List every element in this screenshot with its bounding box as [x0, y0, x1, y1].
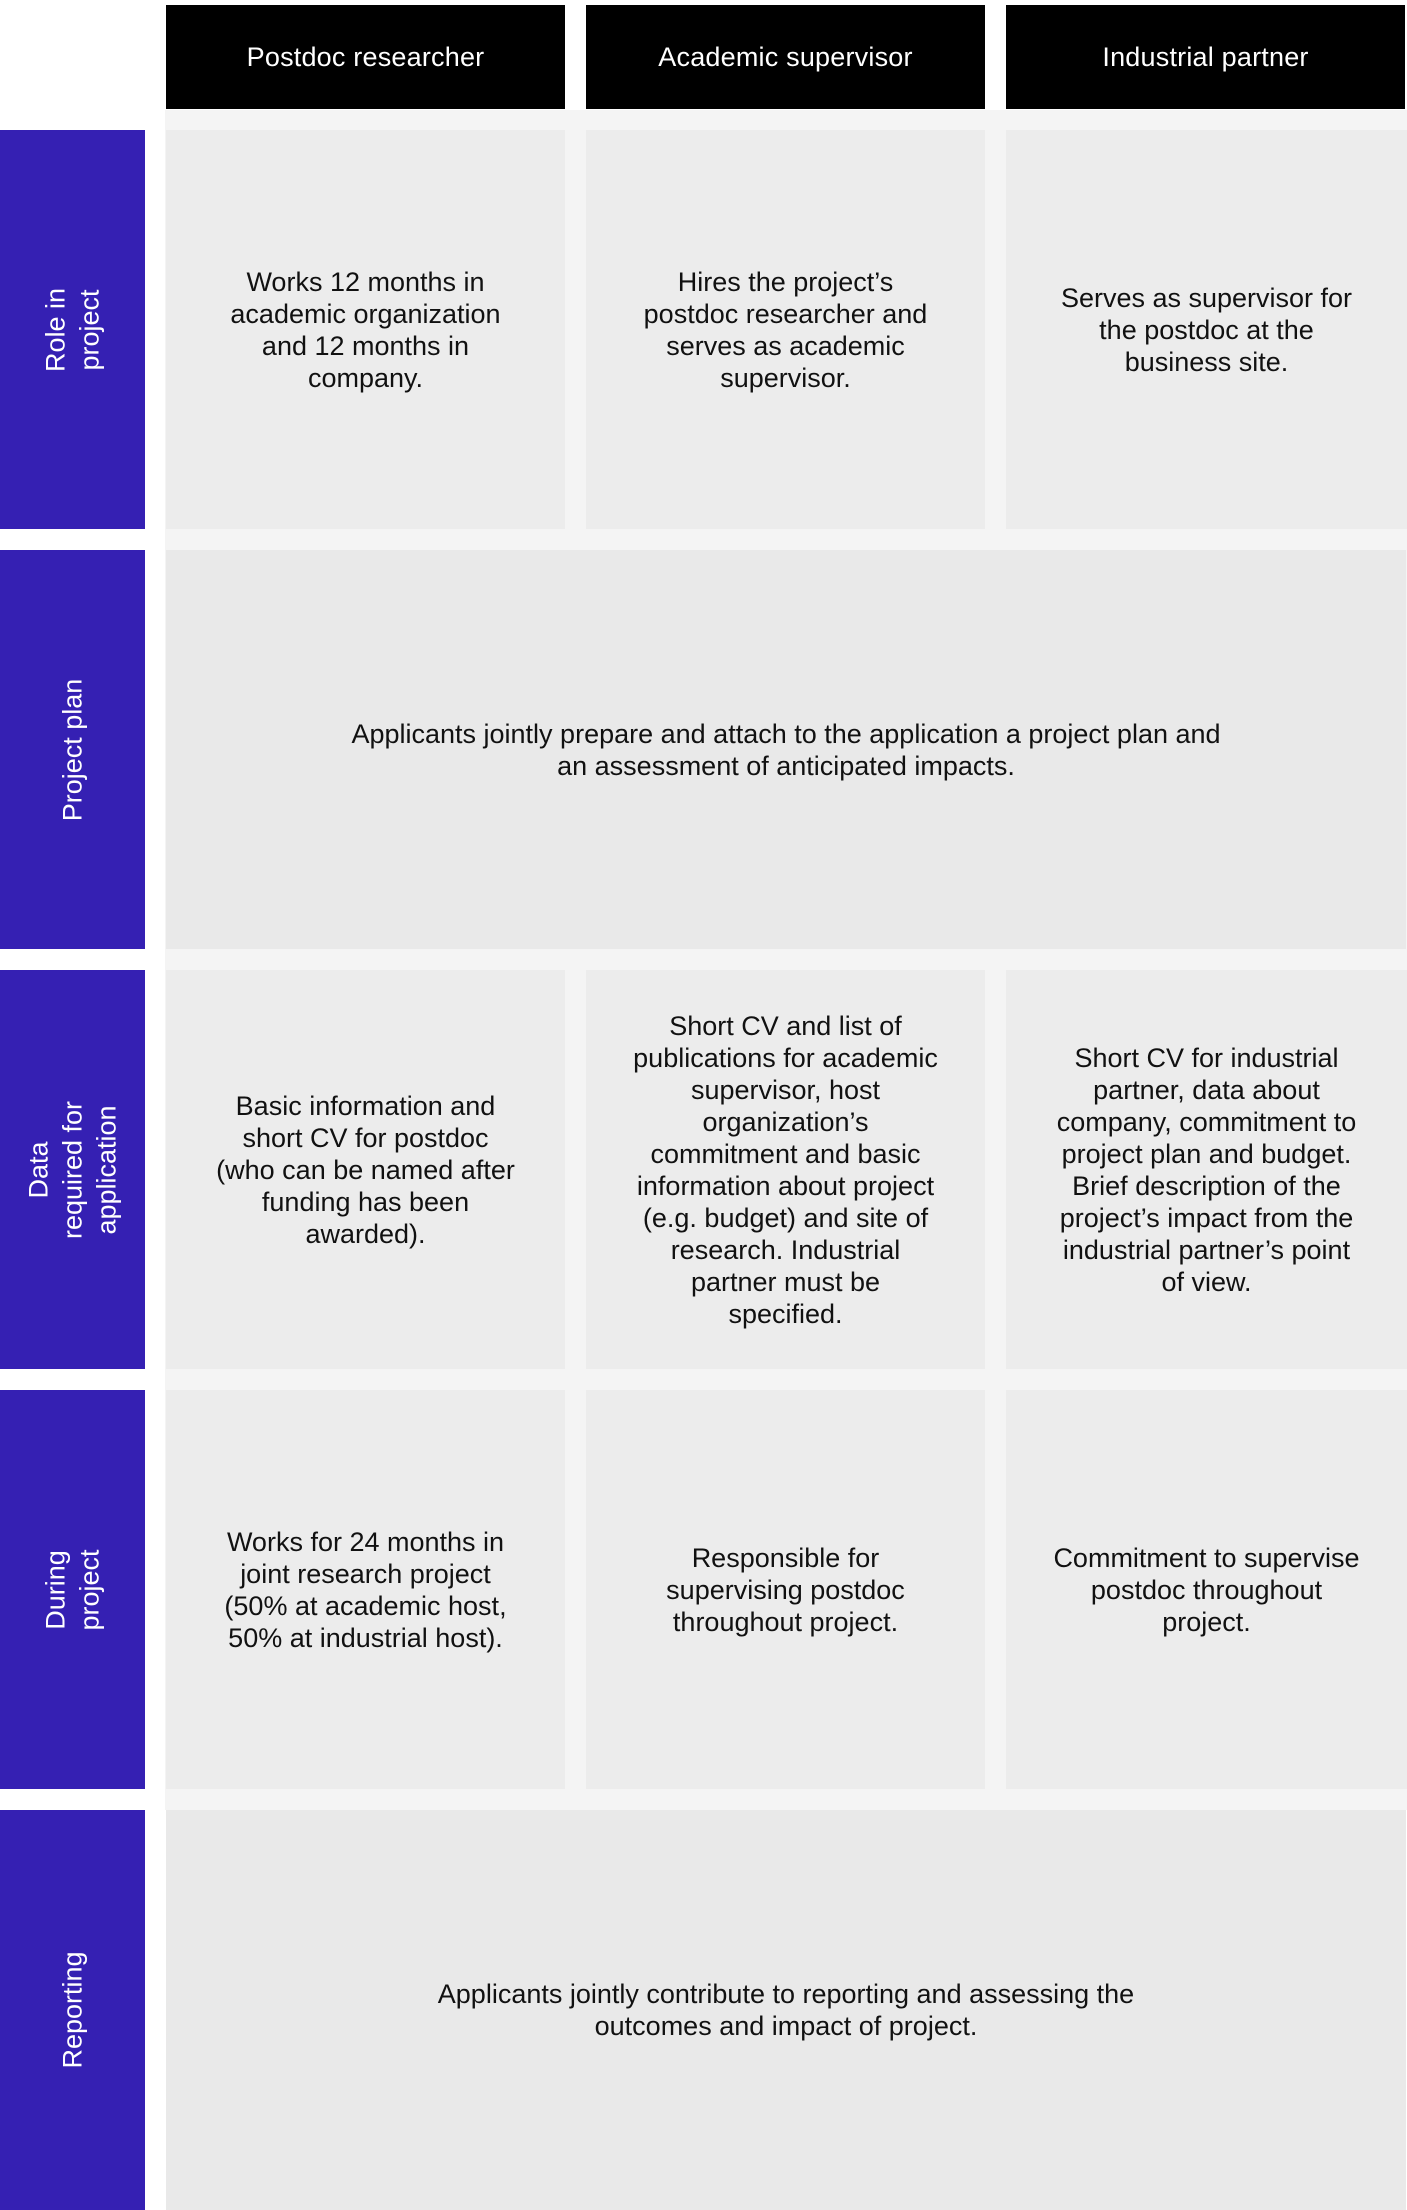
cell-during-industrial: [1006, 1390, 1407, 1789]
column-header-postdoc: [166, 5, 565, 109]
row-label-reporting: [0, 1810, 145, 2210]
cell-data-academic: [586, 970, 985, 1369]
row-label-text: Role in project: [40, 287, 105, 372]
cell-text: Commitment to supervise postdoc throughout project.: [1053, 1542, 1360, 1637]
column-header-academic: [586, 5, 985, 109]
cell-data-postdoc: [166, 970, 565, 1369]
cell-role-academic: [586, 130, 985, 529]
cell-text: Basic information and short CV for postdoc (who can be named after funding has been awarded).: [216, 1090, 515, 1249]
cell-text: Hires the project’s postdoc researcher and serves as academic supervisor.: [643, 266, 928, 393]
row-label-text: Project plan: [57, 678, 88, 821]
cell-text: Short CV for industrial partner, data about company, commitment to project plan and budget. Brief description of the project’s impact from the industrial partner’s point of view.: [1056, 1042, 1357, 1297]
cell-role-industrial: [1006, 130, 1407, 529]
column-header-industrial: [1006, 5, 1405, 109]
row-label-text: Data required for application: [23, 1100, 122, 1239]
cell-text: Works 12 months in academic organization and 12 months in company.: [230, 266, 501, 393]
row-label-role: [0, 130, 145, 529]
cell-text: Works for 24 months in joint research project (50% at academic host, 50% at industrial host).: [224, 1526, 507, 1653]
column-header-label: Academic supervisor: [658, 41, 913, 72]
cell-text: Applicants jointly contribute to reporting and assessing the outcomes and impact of project.: [437, 1979, 1135, 2041]
cell-text: Serves as supervisor for the postdoc at the business site.: [1060, 282, 1353, 377]
row-label-data: [0, 970, 145, 1369]
cell-reporting-joint: [166, 1810, 1406, 2210]
cell-data-industrial: [1006, 970, 1407, 1369]
cell-text: Short CV and list of publications for academic supervisor, host organization’s commitment and basic information about project (e.g. budget) and site of research. Industrial partner must be specified.: [633, 1010, 938, 1329]
cell-during-postdoc: [166, 1390, 565, 1789]
row-label-during: [0, 1390, 145, 1789]
cell-role-postdoc: [166, 130, 565, 529]
row-label-text: Reporting: [57, 1951, 88, 2069]
row-label-plan: [0, 550, 145, 949]
cell-text: Applicants jointly prepare and attach to the application a project plan and an assessment of anticipated impacts.: [351, 718, 1221, 781]
column-header-label: Postdoc researcher: [246, 41, 485, 72]
row-label-text: During project: [40, 1548, 105, 1631]
cell-during-academic: [586, 1390, 985, 1789]
cell-plan-joint: [166, 550, 1406, 949]
column-header-label: Industrial partner: [1102, 41, 1309, 72]
cell-text: Responsible for supervising postdoc throughout project.: [666, 1542, 905, 1637]
